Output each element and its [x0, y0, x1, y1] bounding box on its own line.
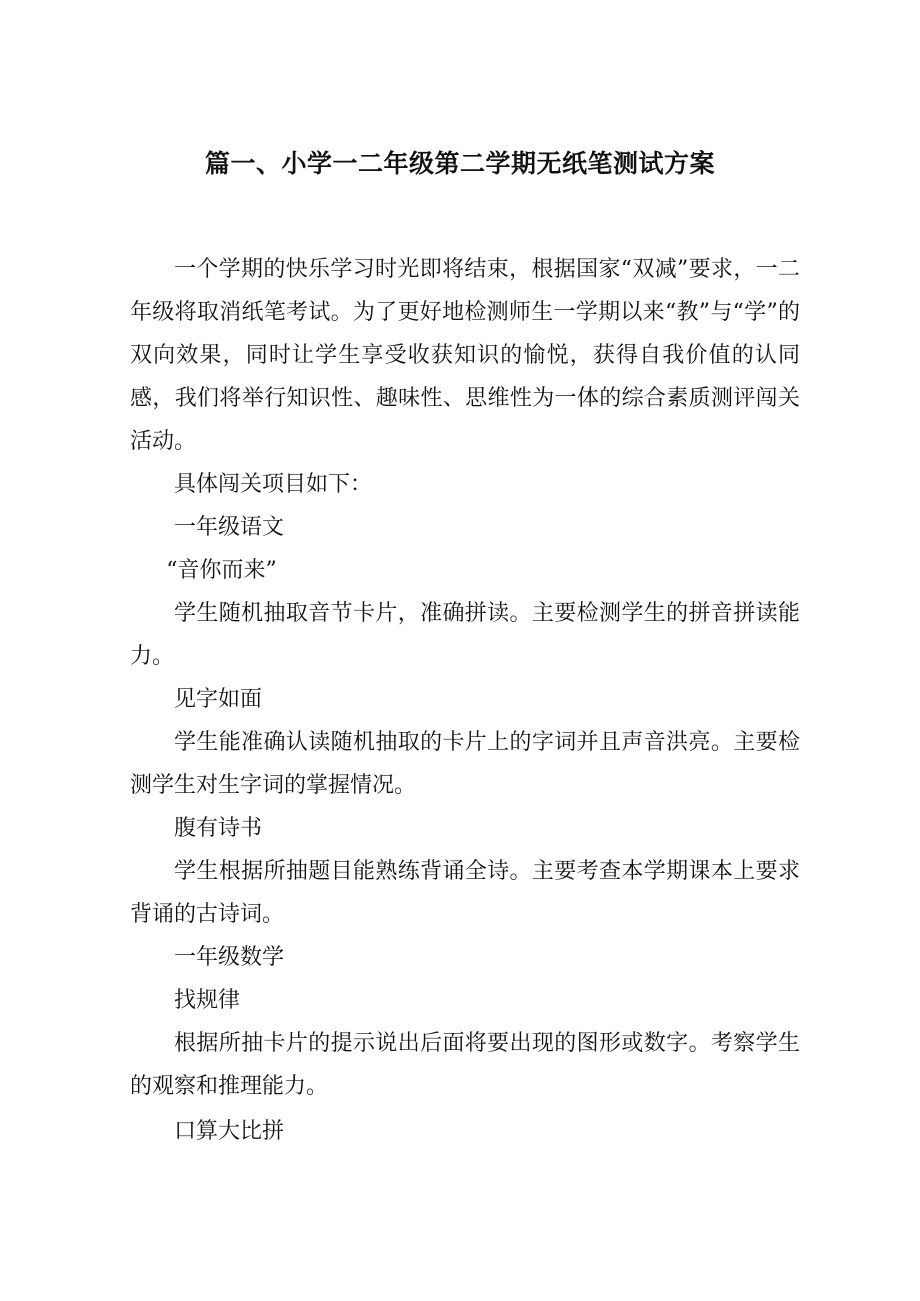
section-heading-grade1-math: 一年级数学 [174, 945, 285, 970]
item-heading-zhao-gui-lv: 找规律 [174, 988, 241, 1013]
item-description: 学生随机抽取音节卡片，准确拼读。主要检测学生的拼音拼读能力。 [130, 601, 800, 669]
item-heading-yin-ni-er-lai: “音你而来” [166, 558, 277, 583]
intro-paragraph: 一个学期的快乐学习时光即将结束，根据国家“双减”要求，一二年级将取消纸笔考试。为了更好地检测师生一学期以来“教”与“学”的双向效果，同时让学生享受收获知识的愉悦，获得自我价值的认同感，我们将举行知识性、趣味性、思维性为一体的综合素质测评闯关活动。 [130, 257, 800, 454]
item-description: 根据所抽卡片的提示说出后面将要出现的图形或数字。考察学生的观察和推理能力。 [130, 1031, 800, 1099]
item-heading-jian-zi-ru-mian: 见字如面 [174, 687, 263, 712]
document-title: 篇一、小学一二年级第二学期无纸笔测试方案 [204, 149, 715, 178]
document-body [130, 248, 800, 1153]
section-heading-grade1-chinese: 一年级语文 [174, 515, 285, 540]
item-description: 学生根据所抽题目能熟练背诵全诗。主要考查本学期课本上要求背诵的古诗词。 [130, 859, 800, 927]
item-heading-fu-you-shi-shu: 腹有诗书 [174, 816, 263, 841]
item-heading-kou-suan-da-bi-pin: 口算大比拼 [174, 1119, 285, 1144]
item-description: 学生能准确认读随机抽取的卡片上的字词并且声音洪亮。主要检测学生对生字词的掌握情况。 [130, 730, 800, 798]
items-intro: 具体闯关项目如下： [174, 472, 373, 497]
